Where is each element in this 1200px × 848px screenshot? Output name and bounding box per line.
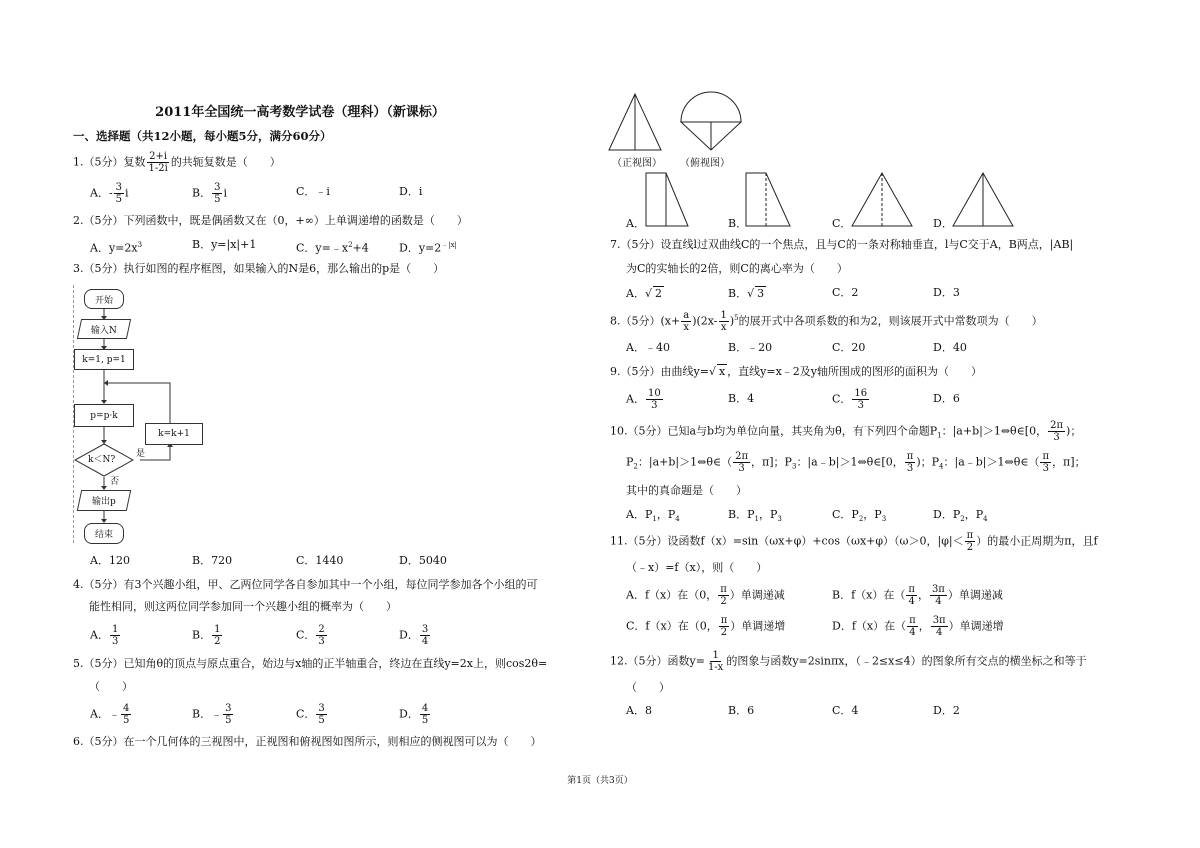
q12-stem-line1: 12.（5分）函数y= $\frac{1}{1-x}$ 的图象与函数y=2sinπx，（﹣2≤x≤4）的图象所有交点的横坐标之和等于 — [610, 650, 1087, 673]
q3-option-a[interactable]: A．120 — [90, 554, 130, 567]
q10-option-d[interactable]: D．$P_2$，$P_4$ — [933, 508, 988, 524]
q2-option-b[interactable]: B．y=|x|+1 — [192, 238, 257, 251]
q12-option-b[interactable]: B．6 — [728, 704, 755, 717]
q10-stem-line2: $P_2$：|a+b|＞1⇔θ∈（ $\frac{2\pi}{3}$ ，π]；$P_3$：|a﹣b|＞1⇔θ∈[0， $\frac{\pi}{3}$ )；$P_4$：|a﹣b|＞1⇔θ∈（ $\frac{\pi}{3}$ ，π]； — [626, 451, 1086, 474]
flowchart-input: 输入N — [77, 319, 131, 339]
q6-option-a[interactable]: A． — [626, 217, 645, 230]
q12-option-d[interactable]: D．2 — [933, 704, 960, 717]
q11-option-b[interactable]: B．f（x）在（ $\frac{\pi}{4}$ ， $\frac{3\pi}{4}$ ）单调递减 — [832, 584, 1003, 607]
q1-fraction: $\frac{2+i}{1-2i}$ — [148, 151, 168, 174]
q6-option-figures — [640, 172, 1020, 230]
q8-option-a[interactable]: A．﹣40 — [626, 341, 670, 354]
q7-option-c[interactable]: C．2 — [832, 286, 859, 299]
q4-stem-line1: 4.（5分）有3个兴趣小组，甲、乙两位同学各自参加其中一个小组，每位同学参加各个小组的可 — [73, 578, 538, 591]
q11-stem-line1: 11.（5分）设函数f（x）=sin（ωx+φ）+cos（ωx+φ）（ω＞0，|φ|＜ $\frac{\pi}{2}$ ）的最小正周期为π，且f — [610, 530, 1098, 553]
page-footer: 第1页（共3页） — [567, 776, 633, 786]
q10-option-b[interactable]: B．$P_1$，$P_3$ — [728, 508, 782, 524]
q11-option-d[interactable]: D．f（x）在（ $\frac{\pi}{4}$ ， $\frac{3\pi}{4}$ ）单调递增 — [832, 615, 1004, 638]
q8-option-b[interactable]: B．﹣20 — [728, 341, 773, 354]
q5-option-c[interactable]: C． $\frac{3}{5}$ — [296, 703, 325, 726]
q7-stem-line2: 为C的实轴长的2倍，则C的离心率为（ ） — [626, 262, 848, 275]
paper-title: 2011年全国统一高考数学试卷（理科）（新课标） — [155, 105, 445, 120]
q7-option-b[interactable]: B．√ 3 — [728, 287, 765, 300]
q1-option-a[interactable]: A．- $\frac{3}{5}$ i — [90, 182, 129, 205]
q5-stem-line2: （ ） — [89, 680, 133, 693]
q4-stem-line2: 能性相同，则这两位同学参加同一个兴趣小组的概率为（ ） — [89, 600, 397, 613]
q11-option-c[interactable]: C．f（x）在（0， $\frac{\pi}{2}$ ）单调递增 — [626, 615, 786, 638]
q2-option-c[interactable]: C．$y=﹣x^2+4$ — [296, 241, 369, 255]
q3-option-d[interactable]: D．5040 — [399, 554, 447, 567]
q9-option-b[interactable]: B．4 — [728, 392, 755, 405]
flowchart-condition: k＜N? — [88, 455, 116, 465]
q4-option-d[interactable]: D． $\frac{3}{4}$ — [399, 624, 429, 647]
q5-option-a[interactable]: A．﹣ $\frac{4}{5}$ — [90, 703, 130, 726]
q2-option-d[interactable]: D．$y=2^{﹣|x|}$ — [399, 241, 457, 255]
q6-stem: 6.（5分）在一个几何体的三视图中，正视图和俯视图如图所示，则相应的侧视图可以为（ ） — [73, 735, 542, 748]
q12-option-c[interactable]: C．4 — [832, 704, 859, 717]
flowchart-yes: 是 — [136, 449, 146, 459]
q3-option-b[interactable]: B．720 — [192, 554, 233, 567]
q7-option-d[interactable]: D．3 — [933, 286, 960, 299]
q12-stem-line2: （ ） — [626, 681, 670, 694]
q10-option-c[interactable]: C．$P_2$，$P_3$ — [832, 508, 887, 524]
q1-option-c[interactable]: C．﹣i — [296, 185, 330, 198]
flowchart-start: 开始 — [84, 289, 124, 309]
flowchart-end: 结束 — [84, 523, 124, 544]
q6-option-b[interactable]: B． — [728, 217, 748, 230]
q1-option-d[interactable]: D．i — [399, 185, 423, 198]
q11-option-a[interactable]: A．f（x）在（0， $\frac{\pi}{2}$ ）单调递减 — [626, 584, 785, 607]
q3-stem: 3.（5分）执行如图的程序框图，如果输入的N是6，那么输出的p是（ ） — [73, 262, 445, 275]
q9-option-a[interactable]: A． $\frac{10}{3}$ — [626, 388, 661, 411]
q2-option-a[interactable]: A．$y=2x^3$ — [90, 241, 143, 255]
q10-stem-line1: 10.（5分）已知a与b均为单位向量，其夹角为θ，有下列四个命题$P_1$：|a+b|＞1⇔θ∈[0， $\frac{2\pi}{3}$ )； — [610, 420, 1082, 443]
q5-option-d[interactable]: D． $\frac{4}{5}$ — [399, 703, 429, 726]
q6-top-label: （俯视图） — [680, 158, 730, 169]
q5-stem-line1: 5.（5分）已知角θ的顶点与原点重合，始边与x轴的正半轴重合，终边在直线y=2x上，则cos2θ= — [73, 657, 548, 670]
q12-option-a[interactable]: A．8 — [626, 704, 652, 717]
q8-option-d[interactable]: D．40 — [933, 341, 967, 354]
q7-stem-line1: 7.（5分）设直线l过双曲线C的一个焦点，且与C的一条对称轴垂直，l与C交于A，B两点，|AB| — [610, 238, 1074, 251]
q1-option-b[interactable]: B． $\frac{3}{5}$ i — [192, 182, 227, 205]
flowchart-init: k=1, p=1 — [74, 349, 134, 370]
q2-stem: 2.（5分）下列函数中，既是偶函数又在（0，+∞）上单调递增的函数是（ ） — [73, 214, 468, 227]
q4-option-b[interactable]: B． $\frac{1}{2}$ — [192, 624, 221, 647]
q4-option-c[interactable]: C． $\frac{2}{3}$ — [296, 624, 325, 647]
q3-option-c[interactable]: C．1440 — [296, 554, 344, 567]
q7-option-a[interactable]: A．√ 2 — [626, 287, 662, 300]
flowchart-output: 输出p — [77, 490, 131, 511]
section-heading: 一、选择题（共12小题，每小题5分，满分60分） — [73, 129, 332, 143]
q6-option-d[interactable]: D． — [933, 217, 953, 230]
flowchart-increment: k=k+1 — [145, 423, 203, 445]
q1-stem: 1.（5分）复数 $\frac{2+i}{1-2i}$ 的共轭复数是（ ） — [73, 151, 281, 174]
q8-option-c[interactable]: C．20 — [832, 341, 866, 354]
q6-front-label: （正视图） — [612, 158, 662, 169]
q10-option-a[interactable]: A．$P_1$，$P_4$ — [626, 508, 680, 524]
flowchart-calc: p=p·k — [74, 404, 134, 427]
q4-option-a[interactable]: A． $\frac{1}{3}$ — [90, 624, 119, 647]
q5-option-b[interactable]: B．﹣ $\frac{3}{5}$ — [192, 703, 232, 726]
q9-option-d[interactable]: D．6 — [933, 392, 960, 405]
q11-stem-line2: （﹣x）=f（x），则（ ） — [626, 561, 768, 574]
q6-views-figure — [605, 88, 765, 160]
q9-stem: 9.（5分）由曲线y=√ x ，直线y=x﹣2及y轴所围成的图形的面积为（ ） — [610, 365, 983, 378]
flowchart-no: 否 — [110, 477, 120, 487]
q6-option-c[interactable]: C． — [832, 217, 852, 230]
q10-stem-line3: 其中的真命题是（ ） — [626, 484, 747, 497]
q9-option-c[interactable]: C． $\frac{16}{3}$ — [832, 388, 868, 411]
q8-stem: 8.（5分）(x+ $\frac{a}{x}$ )(2x- $\frac{1}{x}$ )$^5$的展开式中各项系数的和为2，则该展开式中常数项为（ ） — [610, 310, 1043, 333]
